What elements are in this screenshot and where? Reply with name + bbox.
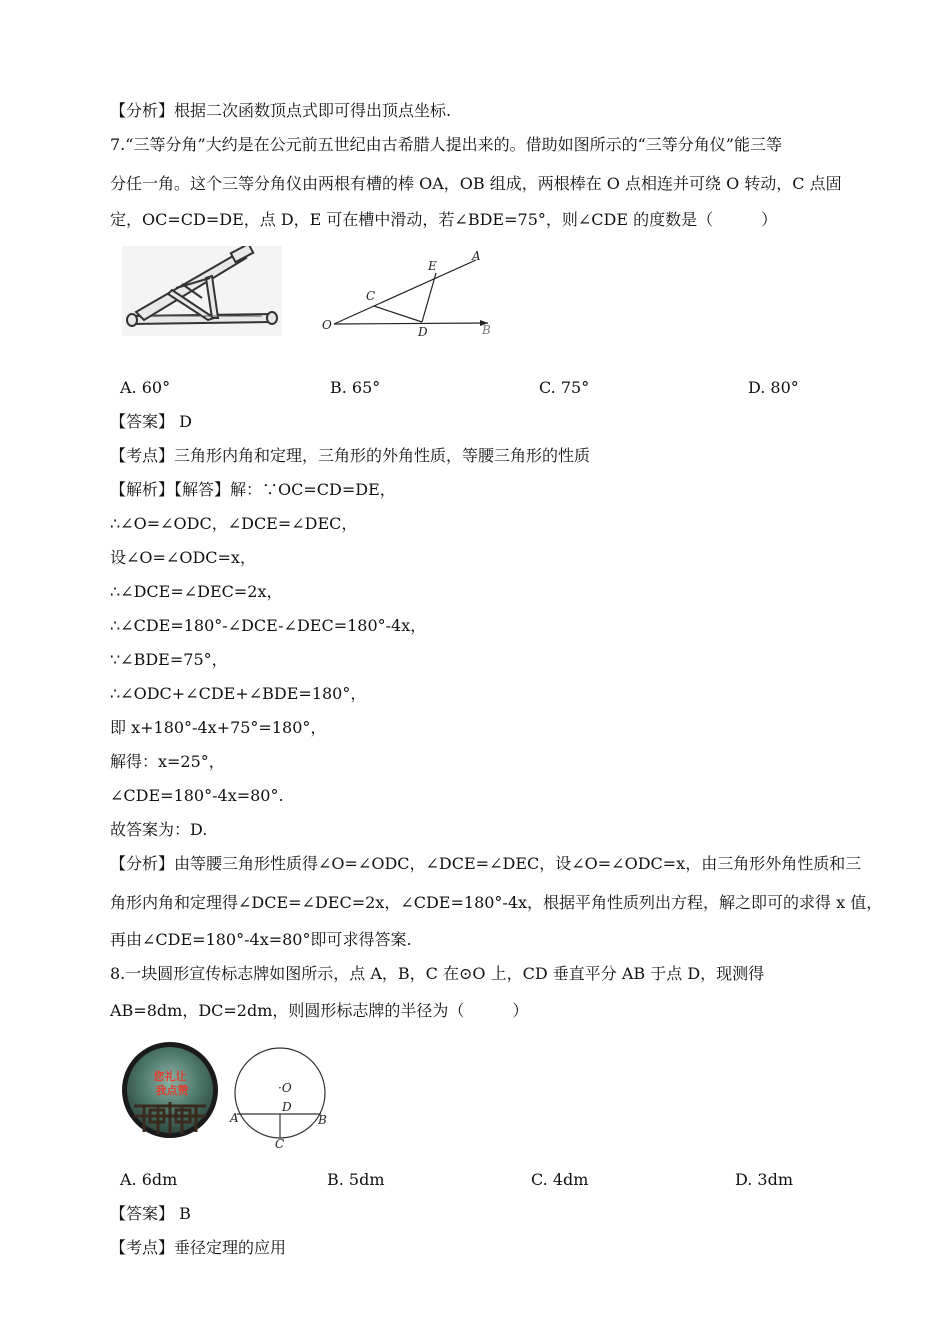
q7-topic: 【考点】三角形内角和定理，三角形的外角性质，等腰三角形的性质 [110, 446, 591, 465]
q7-analysis-line-2: 角形内角和定理得∠DCE=∠DEC=2x，∠CDE=180°-4x，根据平角性质列出方程，解之即可的求得 x 值， [110, 893, 883, 912]
q7-option-a: A. 60° [120, 378, 171, 397]
q8-option-b: B. 5dm [327, 1170, 385, 1189]
q8-answer: 【答案】 B [110, 1204, 191, 1223]
label-a: A [472, 249, 481, 263]
q7-option-c: C. 75° [539, 378, 590, 397]
label-point-a: A [230, 1111, 239, 1125]
q8-option-c: C. 4dm [531, 1170, 589, 1189]
q7-option-b: B. 65° [330, 378, 381, 397]
q8-option-d: D. 3dm [735, 1170, 794, 1189]
q8-option-a: A. 6dm [120, 1170, 178, 1189]
q7-solution-line-4: ∴∠DCE=∠DEC=2x， [110, 582, 283, 601]
q8-topic: 【考点】垂径定理的应用 [110, 1238, 287, 1257]
q7-solution-line-11: 故答案为：D. [110, 820, 208, 839]
q7-answer: 【答案】 D [110, 412, 192, 431]
q8-stem-line-2: AB=8dm，DC=2dm，则圆形标志牌的半径为（ ） [110, 1001, 529, 1020]
trisector-photo [122, 246, 282, 336]
label-point-d: D [282, 1100, 292, 1114]
q7-solution-line-10: ∠CDE=180°-4x=80°. [110, 786, 284, 805]
q7-solution-line-3: 设∠O=∠ODC=x， [110, 548, 256, 567]
q7-solution-line-2: ∴∠O=∠ODC，∠DCE=∠DEC， [110, 514, 358, 533]
q7-stem-line-2: 分任一角。这个三等分角仪由两根有槽的棒 OA，OB 组成，两根棒在 O 点相连并可绕 O 转动，C 点固 [110, 174, 842, 193]
sign-text-line-2: 我点赞 [155, 1084, 189, 1097]
q8-stem-line-1: 8.一块圆形宣传标志牌如图所示，点 A，B，C 在⊙O 上，CD 垂直平分 AB 于点 D，现测得 [110, 964, 765, 983]
trisector-diagram [318, 248, 498, 343]
sign-text-line-1: 您礼让 [153, 1070, 187, 1083]
q7-solution-line-6: ∵∠BDE=75°， [110, 650, 228, 669]
q7-solution-line-7: ∴∠ODC+∠CDE+∠BDE=180°， [110, 684, 367, 703]
label-o: O [322, 318, 332, 332]
q7-option-d: D. 80° [748, 378, 799, 397]
label-point-b: B [318, 1113, 327, 1127]
ray-oa [334, 260, 476, 324]
label-c: C [366, 289, 376, 303]
label-d: D [418, 325, 428, 339]
segment-de [422, 273, 436, 322]
q7-stem-line-1: 7.“三等分角”大约是在公元前五世纪由古希腊人提出来的。借助如图所示的“三等分角仪”能三等 [110, 135, 782, 154]
label-point-c: C [275, 1137, 285, 1150]
circle-diagram [228, 1040, 338, 1150]
q7-stem-line-3: 定，OC=CD=DE，点 D，E 可在槽中滑动，若∠BDE=75°，则∠CDE 的度数是（ ） [110, 210, 778, 229]
q7-solution-line-9: 解得：x=25°， [110, 752, 225, 771]
q7-solution-line-5: ∴∠CDE=180°-∠DCE-∠DEC=180°-4x， [110, 616, 427, 635]
round-sign-photo [120, 1040, 220, 1140]
label-b: B [482, 323, 491, 337]
ray-ob [334, 323, 488, 324]
label-center-o: ·O [278, 1081, 292, 1095]
q7-solution-line-8: 即 x+180°-4x+75°=180°， [110, 718, 327, 737]
label-e: E [428, 259, 437, 273]
q6-analysis: 【分析】根据二次函数顶点式即可得出顶点坐标. [110, 101, 452, 120]
q7-analysis-line-1: 【分析】由等腰三角形性质得∠O=∠ODC，∠DCE=∠DEC，设∠O=∠ODC=x，由三角形外角性质和三 [110, 854, 862, 873]
q7-solution-line-1: 【解析】【解答】解：∵OC=CD=DE， [110, 480, 396, 499]
segment-cd [374, 306, 422, 322]
q7-analysis-line-3: 再由∠CDE=180°-4x=80°即可求得答案. [110, 930, 412, 949]
